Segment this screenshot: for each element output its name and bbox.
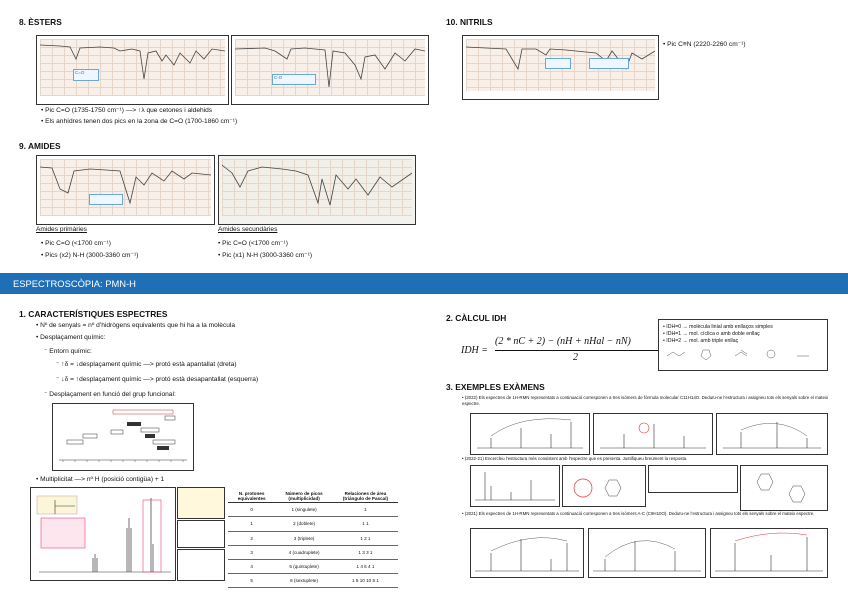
- amides-secondary-bullet-2: • Pic (x1) N-H (3000-3360 cm⁻¹): [218, 252, 313, 259]
- table-cell: 0: [228, 503, 275, 517]
- nitrils-heading: 10. NITRILS: [446, 17, 493, 27]
- table-cell: 1 3 3 1: [333, 545, 398, 559]
- nmr-triplet-example: [177, 520, 225, 548]
- table-cell: 5: [228, 574, 275, 588]
- table-cell: 3 (triplete): [275, 531, 333, 545]
- exam-2-structures-b: [648, 465, 738, 493]
- table-cell: 3: [228, 545, 275, 559]
- exam-1-spectrum-c: [716, 413, 828, 455]
- table-cell: 4 (cuadruplete): [275, 545, 333, 559]
- table-header: Relaciones de área (triángulo de Pascal): [333, 489, 398, 503]
- amides-primary-bullet-2: • Pics (x2) N-H (3000-3360 cm⁻¹): [41, 252, 139, 259]
- exam-item-2: • (2022-21) Encercleu l’estructura més consistent amb l’espectre que es presenta. Justifiqueu breument la resposta.: [462, 456, 688, 461]
- idh-formula-numerator: (2 * nC + 2) − (nH + nHal − nN): [495, 336, 631, 347]
- exam-2-spectrum: [470, 465, 560, 507]
- characteristics-line-4: ⁻ ↑δ = ↓desplaçament químic —> protó està apantallat (dreta): [56, 361, 237, 368]
- table-row: [228, 531, 398, 545]
- nitrils-bullet: • Pic C≡N (2220-2260 cm⁻¹): [663, 41, 746, 48]
- amides-primary-bullet-1: • Pic C=O (<1700 cm⁻¹): [41, 240, 111, 247]
- exam-1-spectrum-b: [593, 413, 713, 455]
- table-cell: 1: [228, 517, 275, 531]
- table-cell: 1: [333, 503, 398, 517]
- amides-ir-spectrum-1: [36, 155, 215, 225]
- exams-heading: 3. EXEMPLES EXÀMENS: [446, 382, 545, 392]
- section-banner: ESPECTROSCÒPIA: PMN-H: [0, 273, 848, 294]
- exam-item-1: • (2022) Els espectres de 1H-RMN representats a continuació corresponen a tres isòmers de fórmula molecular C11H14O. Deduïu-ne l’estructura i assigneu tots els senyals sobre el mateix espectre.: [462, 395, 829, 406]
- table-cell: 1 2 1: [333, 531, 398, 545]
- nmr-quartet-example: [177, 549, 225, 581]
- exam-3-spectrum-b: [588, 528, 706, 578]
- exam-3-spectrum-c: [710, 528, 828, 578]
- amides-secondary-bullet-1: • Pic C=O (<1700 cm⁻¹): [218, 240, 288, 247]
- characteristics-heading: 1. CARACTERÍSTIQUES ESPECTRES: [19, 309, 168, 319]
- amides-secondary-title: Amides secundàries: [218, 226, 278, 233]
- nitrils-label-box-2: [589, 58, 629, 69]
- esters-ir-spectrum-2: [231, 35, 429, 105]
- idh-note-3: • IDH=2 → mol. amb triple enllaç: [663, 338, 739, 344]
- esters-heading: 8. ÈSTERS: [19, 17, 62, 27]
- nmr-doublet-example: [177, 487, 225, 519]
- exam-1-spectrum-a: [470, 413, 590, 455]
- table-cell: 1 5 10 10 5 1: [333, 574, 398, 588]
- idh-heading: 2. CÀLCUL IDH: [446, 313, 507, 323]
- exam-item-3: • (2021) Els espectres de 1H-RMN representats a continuació corresponen a tres isòmers A-C (C9H10O). Deduïu-ne l’estructura i assigneu tots els senyals sobre el mateix espectre.: [462, 511, 815, 516]
- table-cell: 2 (doblete): [275, 517, 333, 531]
- amides-ir-spectrum-2: [218, 155, 416, 225]
- table-cell: 1 1: [333, 517, 398, 531]
- characteristics-line-3: ⁻ Entorn químic:: [44, 348, 92, 355]
- exam-2-structures-c: [740, 465, 828, 511]
- amides-heading: 9. AMIDES: [19, 141, 61, 151]
- exam-2-structures-a: [562, 465, 646, 507]
- table-cell: 5 (quintuplete): [275, 559, 333, 573]
- exam-3-spectrum-a: [470, 528, 584, 578]
- table-row: [228, 574, 398, 588]
- table-cell: 1 4 6 4 1: [333, 559, 398, 573]
- characteristics-line-7: • Multiplicitat —> nº H (posició contigüa) + 1: [36, 476, 165, 483]
- functional-group-shift-chart: [52, 403, 194, 471]
- table-cell: 6 (sextuplete): [275, 574, 333, 588]
- idh-note-1: • IDH=0 → molècula linial amb enllaços simples: [663, 324, 773, 330]
- table-header: Número de picos (multiplicidad): [275, 489, 333, 503]
- nitrils-label-box-1: [545, 58, 571, 69]
- esters-label-c-o: C-O: [272, 74, 316, 85]
- table-row: [228, 559, 398, 573]
- esters-label-co: C=O: [73, 69, 99, 81]
- amides-label-box: [89, 194, 123, 205]
- nmr-multiplicity-example: [30, 487, 176, 581]
- esters-ir-spectrum-1: [36, 35, 229, 105]
- idh-formula-denominator: 2: [573, 352, 578, 363]
- characteristics-line-1: • Nº de senyals = nº d’hidrògens equivalents que hi ha a la molècula: [36, 322, 236, 329]
- multiplicity-table: [228, 489, 398, 588]
- idh-fraction-bar: [495, 350, 659, 351]
- table-cell: 1 (singulete): [275, 503, 333, 517]
- idh-note-2: • IDH=1 → mol. cíclica o amb doble enllaç: [663, 331, 760, 337]
- characteristics-line-6: ⁻ Desplaçament en funció del grup funcional:: [44, 391, 176, 398]
- table-row: [228, 517, 398, 531]
- esters-bullet-2: • Els anhídres tenen dos pics en la zona de C=O (1700-1860 cm⁻¹): [41, 118, 238, 125]
- characteristics-line-5: ⁻ ↓δ = ↑desplaçament químic —> protó està desapantallat (esquerra): [56, 376, 259, 383]
- table-cell: 4: [228, 559, 275, 573]
- table-row: [228, 503, 398, 517]
- table-header: N. protones equivalentes: [228, 489, 275, 503]
- nitrils-ir-spectrum: [462, 35, 659, 100]
- characteristics-line-2: • Desplaçament químic:: [36, 334, 106, 341]
- idh-formula-lhs: IDH =: [461, 345, 489, 356]
- idh-notes-box: [658, 319, 828, 371]
- table-cell: 2: [228, 531, 275, 545]
- amides-primary-title: Amides primàries: [36, 226, 87, 233]
- table-row: [228, 545, 398, 559]
- esters-bullet-1: • Pic C=O (1735-1750 cm⁻¹) —> ↑λ que cetones i aldehids: [41, 107, 213, 114]
